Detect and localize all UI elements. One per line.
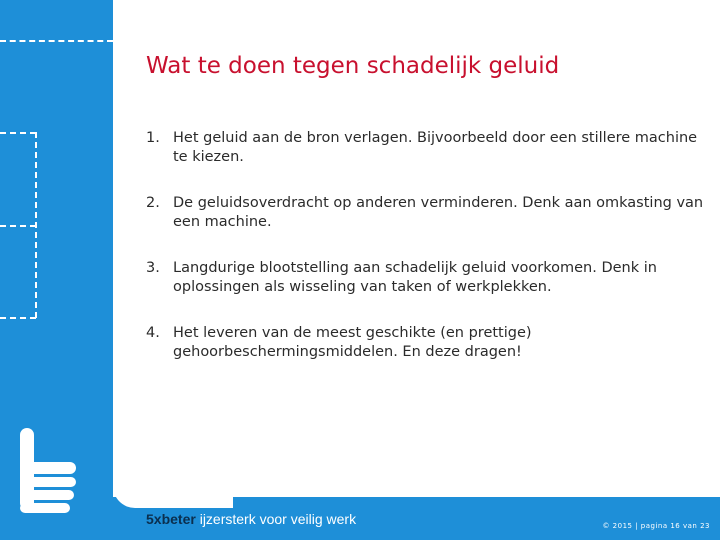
list-item bbox=[146, 259, 706, 297]
footer-brand bbox=[146, 511, 356, 527]
dashed-line bbox=[0, 132, 36, 134]
slide-title: Wat te doen tegen schadelijk geluid bbox=[146, 53, 560, 79]
item-number: 2. bbox=[146, 195, 160, 211]
item-text: De geluidsoverdracht op anderen verminderen. Denk aan omkasting van een machine. bbox=[173, 195, 704, 230]
dashed-line bbox=[0, 40, 113, 42]
item-text: Langdurige blootstelling aan schadelijk geluid voorkomen. Denk in oplossingen als wisseling van taken of werkplekken. bbox=[173, 260, 657, 295]
list-item bbox=[146, 129, 706, 167]
dashed-line bbox=[0, 317, 36, 319]
item-number: 4. bbox=[146, 325, 160, 341]
item-text: Het leveren van de meest geschikte (en prettige) gehoorbeschermingsmiddelen. En deze dragen! bbox=[173, 325, 532, 360]
numbered-list bbox=[146, 129, 706, 389]
dashed-line bbox=[0, 225, 36, 227]
list-item bbox=[146, 324, 706, 362]
footer-curve bbox=[113, 486, 233, 508]
item-text: Het geluid aan de bron verlagen. Bijvoorbeeld door een stillere machine te kiezen. bbox=[173, 130, 698, 165]
page-indicator: © 2015 | pagina 16 van 23 bbox=[602, 522, 710, 530]
brand-tagline: ijzersterk voor veilig werk bbox=[195, 511, 357, 527]
item-number: 1. bbox=[146, 130, 160, 146]
thumbs-up-hand-logo bbox=[19, 428, 77, 514]
list-item bbox=[146, 194, 706, 232]
brand-bold: 5xbeter bbox=[146, 511, 196, 527]
item-number: 3. bbox=[146, 260, 160, 276]
footer-bar bbox=[0, 497, 720, 540]
